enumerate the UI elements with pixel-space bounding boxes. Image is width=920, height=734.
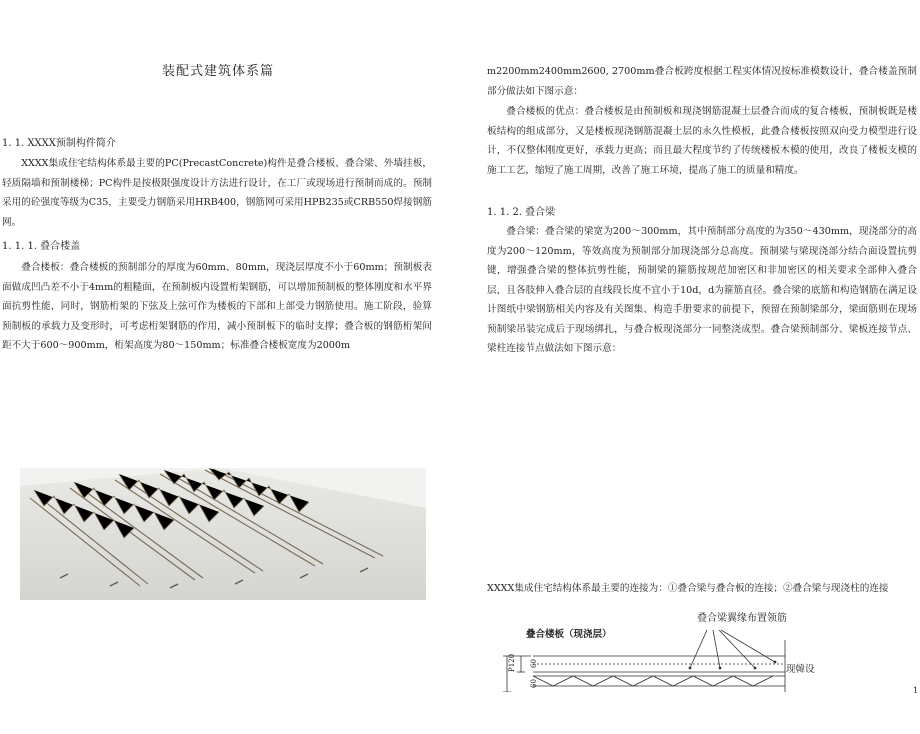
slab-advantages-paragraph: 叠合楼板的优点：叠合楼板是由预制板和现浇钢筋混凝土层叠合而成的复合楼板，预制板既是楼板结构的组成部分，又是楼板现浇钢筋混凝土层的永久性模板，此叠合楼板按照双向受力模型进行设计，不仅整体刚度更好，承载力更高；而且最大程度节约了传统楼板木模的使用，改良了楼板支模的施工工艺，缩短了施工周期，改善了施工环境，提高了施工的质量和精度。	[487, 106, 917, 176]
diagram-dim-120: P120	[508, 653, 516, 672]
section-1-1-paragraph: XXXX集成住宅结构体系最主要的PC(PrecastConcrete)构件是叠合楼板、叠合梁、外墙挂板，轻质隔墙和预制楼梯；PC构件是按极限强度设计方法进行设计，在工厂或现场进行预制而成的。预制采用的砼强度等级为C35，主要受力钢筋采用HRB400，钢筋网可采用HPB235或CRB550焊接钢筋网。	[2, 158, 432, 228]
page-title: 装配式建筑体系篇	[162, 64, 275, 79]
page-number: 1	[913, 686, 919, 695]
section-1-1-1-paragraph: 叠合楼板：叠合楼板的预制部分的厚度为60mm、80mm，现浇层厚度不小于60mm；预制板表面做成凹凸差不小于4mm的粗糙面，在预制板内设置桁架钢筋，可以增加预制板的整体刚度和水平界面抗剪性能，同时，钢筋桁架的下弦及上弦可作为楼板的下部和上部受力钢筋使用。施工阶段，验算预制板的承载力及变形时，可考虑桁架钢筋的作用，减小预制板下的临时支撑；叠合板的钢筋桁架间距不大于600～900mm，桁架高度为80～150mm；标准叠合楼板宽度为2000m	[2, 262, 432, 351]
section-heading-1-1-2: 1. 1. 2. 叠合梁	[487, 207, 556, 218]
slab-width-continuation: m2200mm2400mm2600, 2700mm叠合板跨度根据工程实体情况按标准模数设计，叠合楼盖预制部分做法如下图示意：	[487, 66, 917, 97]
section-1-1-2-paragraph: 叠合梁：叠合梁的梁宽为200～300mm，其中预制部分高度的为350～430mm，现浇部分的高度为200～120mm，等效高度为预制部分加现浇部分总高度。预制梁与梁现浇部分结合面设置抗剪键，增强叠合梁的整体抗剪性能，预制梁的箍筋按规范加密区和非加密区的相关要求全部伸入叠合层，且各肢伸入叠合层的直线段长度不宜小于10d，d为箍筋直径。叠合梁的底筋和构造钢筋在满足设计图纸中梁钢筋相关内容及有关图集、构造手册要求的前提下，预留在预制梁部分，梁面筋则在现场预制梁吊装完成后于现场绑扎，与叠合板现浇部分一同整浇成型。叠合梁预制部分、梁板连接节点、梁柱连接节点做法如下图示意：	[487, 226, 917, 354]
connection-paragraph: XXXX集成住宅结构体系最主要的连接为：①叠合梁与叠合板的连接；②叠合梁与现浇柱的连接	[487, 583, 889, 594]
diagram-label-right: 现韓设	[786, 664, 815, 675]
diagram-dim-60: 60	[530, 659, 538, 668]
diagram-dim-60b: 60	[530, 679, 538, 688]
truss-slab-photo	[20, 468, 426, 600]
diagram-label-slab: 叠合楼板（现浇层）	[526, 629, 612, 640]
diagram-label-top: 叠合梁翼缘布置领筋	[697, 613, 787, 624]
section-heading-1-1: 1. 1. XXXX预制构件简介	[2, 138, 116, 149]
section-heading-1-1-1: 1. 1. 1. 叠合楼盖	[2, 241, 81, 252]
